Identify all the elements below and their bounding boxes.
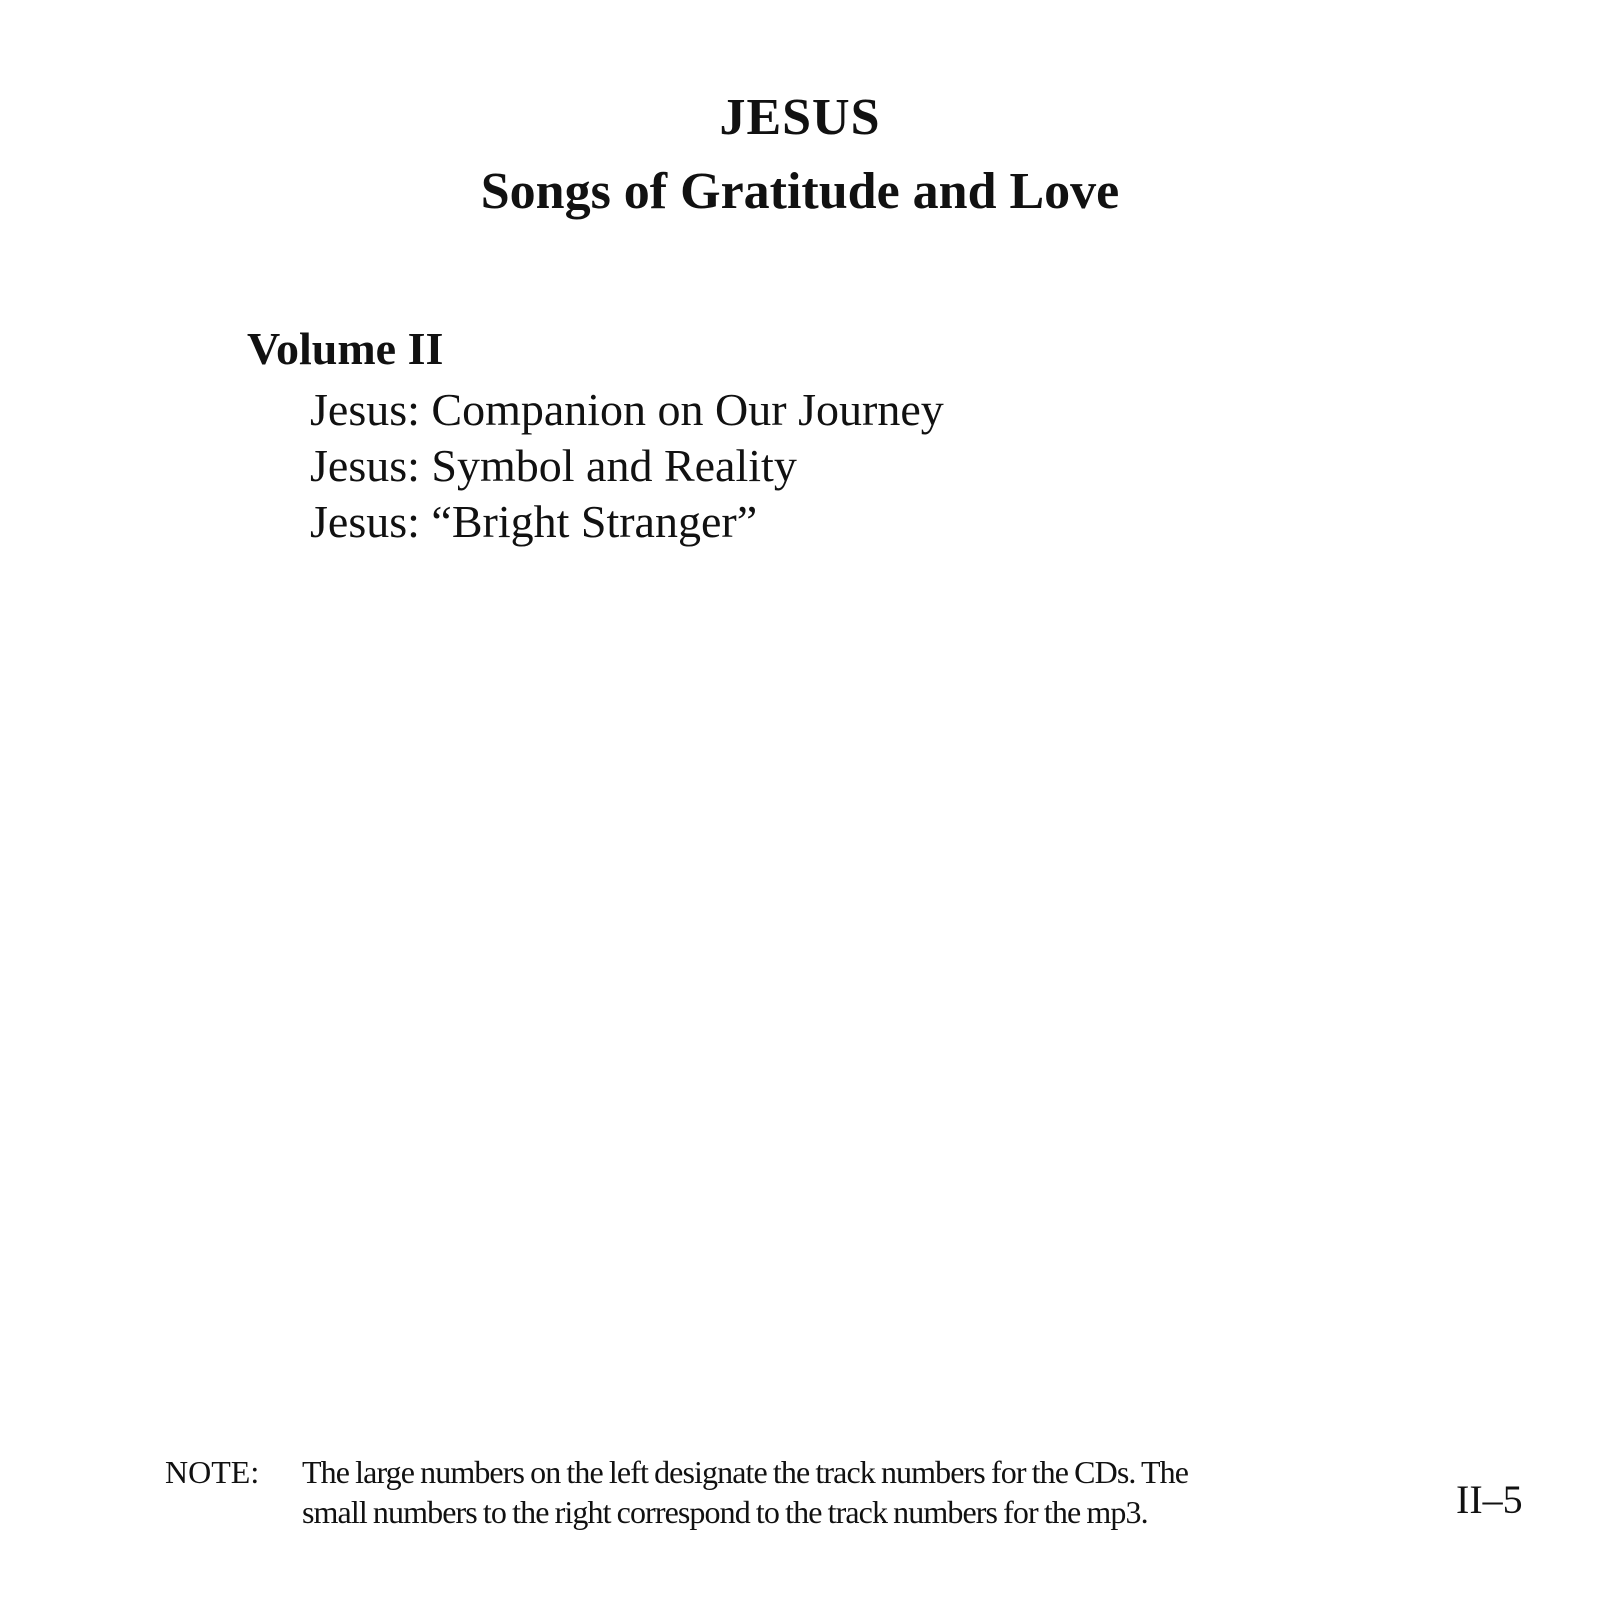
page-title: JESUS — [719, 89, 881, 146]
note-text — [302, 1452, 1402, 1532]
page-number: II–5 — [1456, 1477, 1523, 1522]
contents-item-symbol: Jesus: Symbol and Reality — [310, 440, 797, 491]
volume-heading: Volume II — [247, 323, 444, 374]
note-line: The large numbers on the left designate the track numbers for the CDs. The — [302, 1454, 1189, 1490]
note-line: small numbers to the right correspond to the track numbers for the mp3. — [302, 1494, 1148, 1530]
contents-item-companion: Jesus: Companion on Our Journey — [310, 384, 944, 435]
volume-contents-list — [310, 382, 944, 550]
page-subtitle: Songs of Gratitude and Love — [480, 163, 1120, 220]
note-label: NOTE: — [165, 1454, 260, 1490]
contents-item-bright-stranger: Jesus: “Bright Stranger” — [310, 496, 758, 547]
